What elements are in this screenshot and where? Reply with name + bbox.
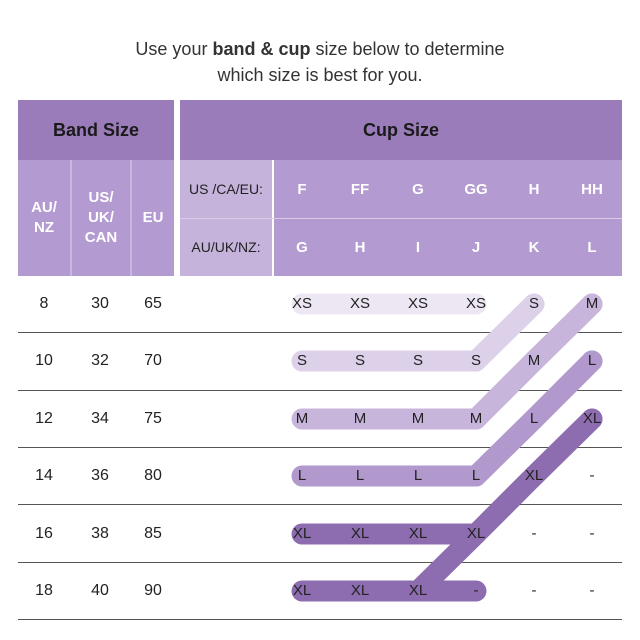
size-cell: -: [589, 467, 595, 484]
band-au-value: 10: [35, 352, 53, 369]
band-us-value: 40: [91, 582, 109, 599]
band-us-value: 34: [91, 410, 109, 427]
cup-au-2: I: [415, 238, 421, 256]
band-col-eu-label: EU: [142, 209, 164, 226]
size-cell: L: [355, 467, 365, 484]
cup-au-5: L: [587, 238, 597, 256]
size-cell: XS: [349, 295, 370, 312]
size-cell: S: [296, 352, 307, 369]
cup-au-1: H: [354, 238, 366, 256]
cup-size-title: Cup Size: [362, 119, 439, 140]
cup-au-0: G: [296, 238, 308, 256]
size-cell: XL: [524, 467, 544, 484]
cup-us-4: H: [528, 180, 540, 198]
cup-us-5: HH: [581, 180, 603, 198]
au-label: AU/UK/NZ:: [191, 239, 261, 255]
intro-pre: Use your: [135, 39, 213, 59]
band-eu-value: 90: [144, 582, 162, 599]
cup-au-3: J: [471, 238, 481, 256]
size-cell: S: [528, 295, 539, 312]
band-eu-value: 85: [144, 525, 162, 542]
band-au-value: 16: [35, 525, 53, 542]
size-cell: L: [529, 410, 539, 427]
band-us-value: 32: [91, 352, 109, 369]
size-cell: S: [354, 352, 365, 369]
size-cell: XL: [466, 525, 486, 542]
band-us-value: 30: [91, 295, 109, 312]
us-label: US /CA/EU:: [189, 181, 263, 197]
size-cell: XL: [350, 582, 370, 599]
size-cell: M: [585, 295, 599, 312]
size-cell: L: [297, 467, 307, 484]
intro-post: size below to determine: [310, 39, 505, 59]
size-cell: XL: [582, 410, 602, 427]
cup-us-0: F: [297, 180, 307, 198]
band-col-au-label: AU/ NZ: [31, 199, 57, 236]
size-cell: XS: [465, 295, 486, 312]
cup-au-4: K: [528, 238, 540, 256]
size-cell: XL: [408, 582, 428, 599]
size-cell: M: [353, 410, 367, 427]
cup-us-1: FF: [350, 180, 370, 198]
size-cell: -: [473, 582, 479, 599]
band-us-value: 36: [91, 467, 109, 484]
band-eu-value: 75: [144, 410, 162, 427]
band-col-us-label: US/ UK/ CAN: [84, 189, 118, 246]
intro-bold: band & cup: [212, 39, 311, 59]
size-cell: M: [527, 352, 541, 369]
size-cell: XL: [292, 582, 312, 599]
size-cell: M: [469, 410, 483, 427]
size-cell: S: [470, 352, 481, 369]
size-cell: -: [531, 582, 537, 599]
size-cell: XL: [408, 525, 428, 542]
size-cell: XS: [407, 295, 428, 312]
size-cell: S: [412, 352, 423, 369]
intro-line-2: which size is best for you.: [217, 65, 423, 85]
size-cell: XL: [292, 525, 312, 542]
size-cell: XS: [291, 295, 312, 312]
band-us-value: 38: [91, 525, 109, 542]
size-cell: -: [531, 525, 537, 542]
band-au-value: 8: [39, 295, 49, 312]
band-au-value: 18: [35, 582, 53, 599]
size-cell: L: [471, 467, 481, 484]
band-eu-value: 65: [144, 295, 162, 312]
size-cell: L: [587, 352, 597, 369]
size-cell: M: [295, 410, 309, 427]
size-cell: XL: [350, 525, 370, 542]
size-cell: -: [589, 582, 595, 599]
size-cell: L: [413, 467, 423, 484]
band-au-value: 14: [35, 467, 53, 484]
band-eu-value: 80: [144, 467, 162, 484]
cup-us-3: GG: [464, 180, 488, 198]
cup-us-2: G: [412, 180, 424, 198]
size-cell: -: [589, 525, 595, 542]
band-au-value: 12: [35, 410, 53, 427]
band-eu-value: 70: [144, 352, 162, 369]
band-size-title: Band Size: [52, 119, 140, 140]
size-cell: M: [411, 410, 425, 427]
